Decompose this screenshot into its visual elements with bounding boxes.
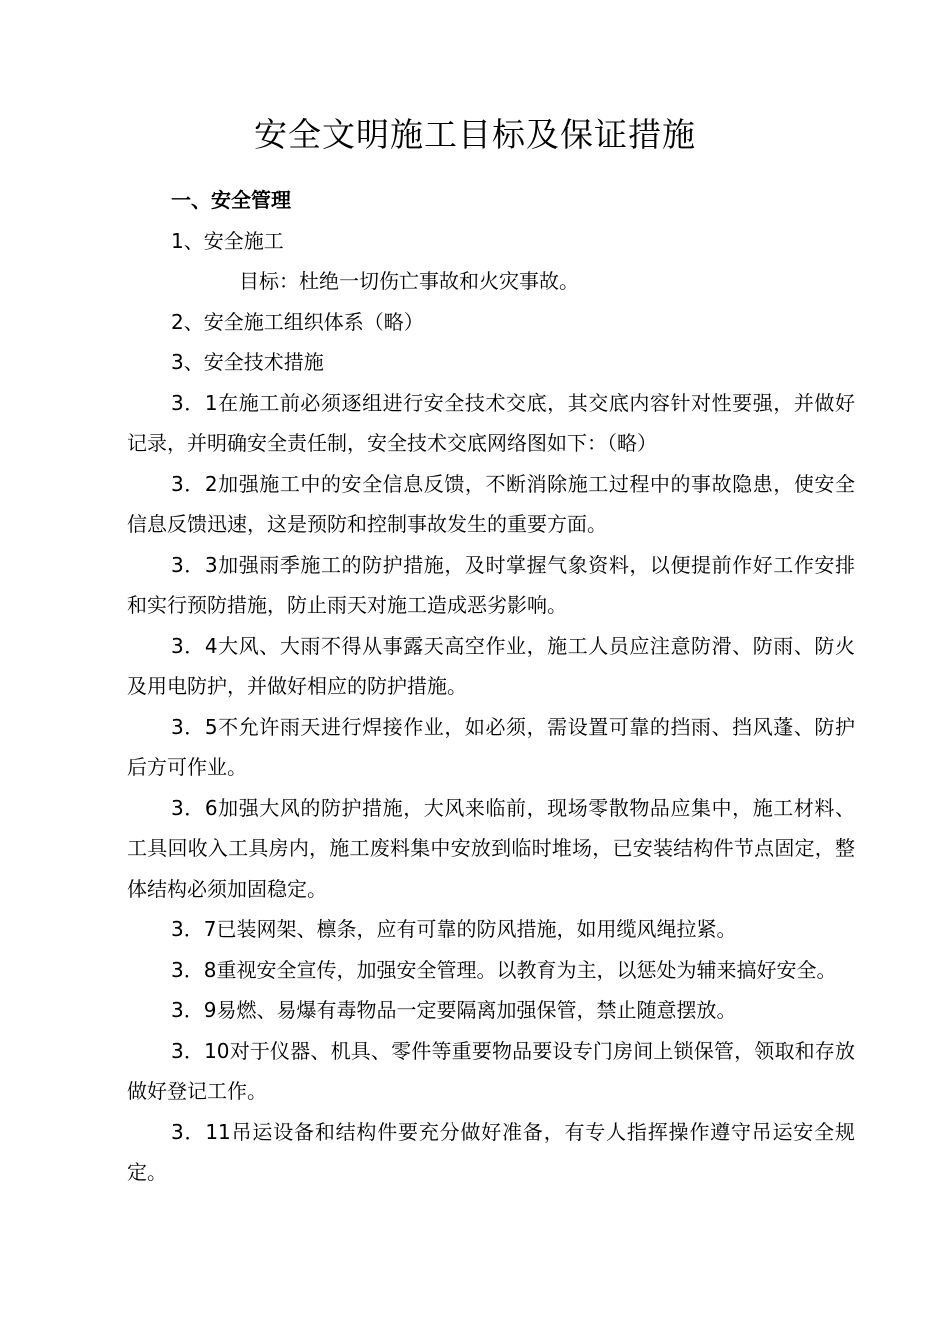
document-body (127, 180, 855, 1193)
section-heading: 一、安全管理 (171, 188, 291, 212)
measure-paragraph: 3．3加强雨季施工的防护措施，及时掌握气象资料，以便提前作好工作安排和实行预防措施，防止雨天对施工造成恶劣影响。 (127, 552, 855, 617)
measure-paragraph: 3．4大风、大雨不得从事露天高空作业，施工人员应注意防滑、防雨、防火及用电防护，并做好相应的防护措施。 (127, 633, 855, 698)
measure-paragraph: 3．9易燃、易爆有毒物品一定要隔离加强保管，禁止随意摆放。 (171, 998, 737, 1022)
measure-paragraph: 3．11吊运设备和结构件要充分做好准备，有专人指挥操作遵守吊运安全规定。 (127, 1119, 855, 1184)
measure-paragraph: 3．6加强大风的防护措施，大风来临前，现场零散物品应集中，施工材料、工具回收入工具房内，施工废料集中安放到临时堆场，已安装结构件节点固定，整体结构必须加固稳定。 (127, 795, 855, 901)
measure-paragraph: 3．2加强施工中的安全信息反馈，不断消除施工过程中的事故隐患，使安全信息反馈迅速，这是预防和控制事故发生的重要方面。 (127, 471, 855, 536)
subsection-technical-measures: 3、安全技术措施 (171, 350, 324, 374)
measure-paragraph: 3．10对于仪器、机具、零件等重要物品要设专门房间上锁保管，领取和存放做好登记工作。 (127, 1038, 855, 1103)
safety-goal: 目标：杜绝一切伤亡事故和火灾事故。 (239, 269, 579, 293)
subsection-organization: 2、安全施工组织体系（略） (171, 309, 424, 334)
subsection-safe-construction: 1、安全施工 (171, 228, 284, 253)
measure-paragraph: 3．5不允许雨天进行焊接作业，如必须，需设置可靠的挡雨、挡风蓬、防护后方可作业。 (127, 714, 855, 779)
measure-paragraph: 3．7已装网架、檩条，应有可靠的防风措施，如用缆风绳拉紧。 (171, 917, 737, 941)
document-title: 安全文明施工目标及保证措施 (254, 115, 696, 154)
measure-paragraph: 3．8重视安全宣传，加强安全管理。以教育为主，以惩处为辅来搞好安全。 (171, 957, 837, 982)
measure-paragraph: 3．1在施工前必须逐组进行安全技术交底，其交底内容针对性要强，并做好记录，并明确安全责任制，安全技术交底网络图如下：（略） (127, 390, 855, 455)
